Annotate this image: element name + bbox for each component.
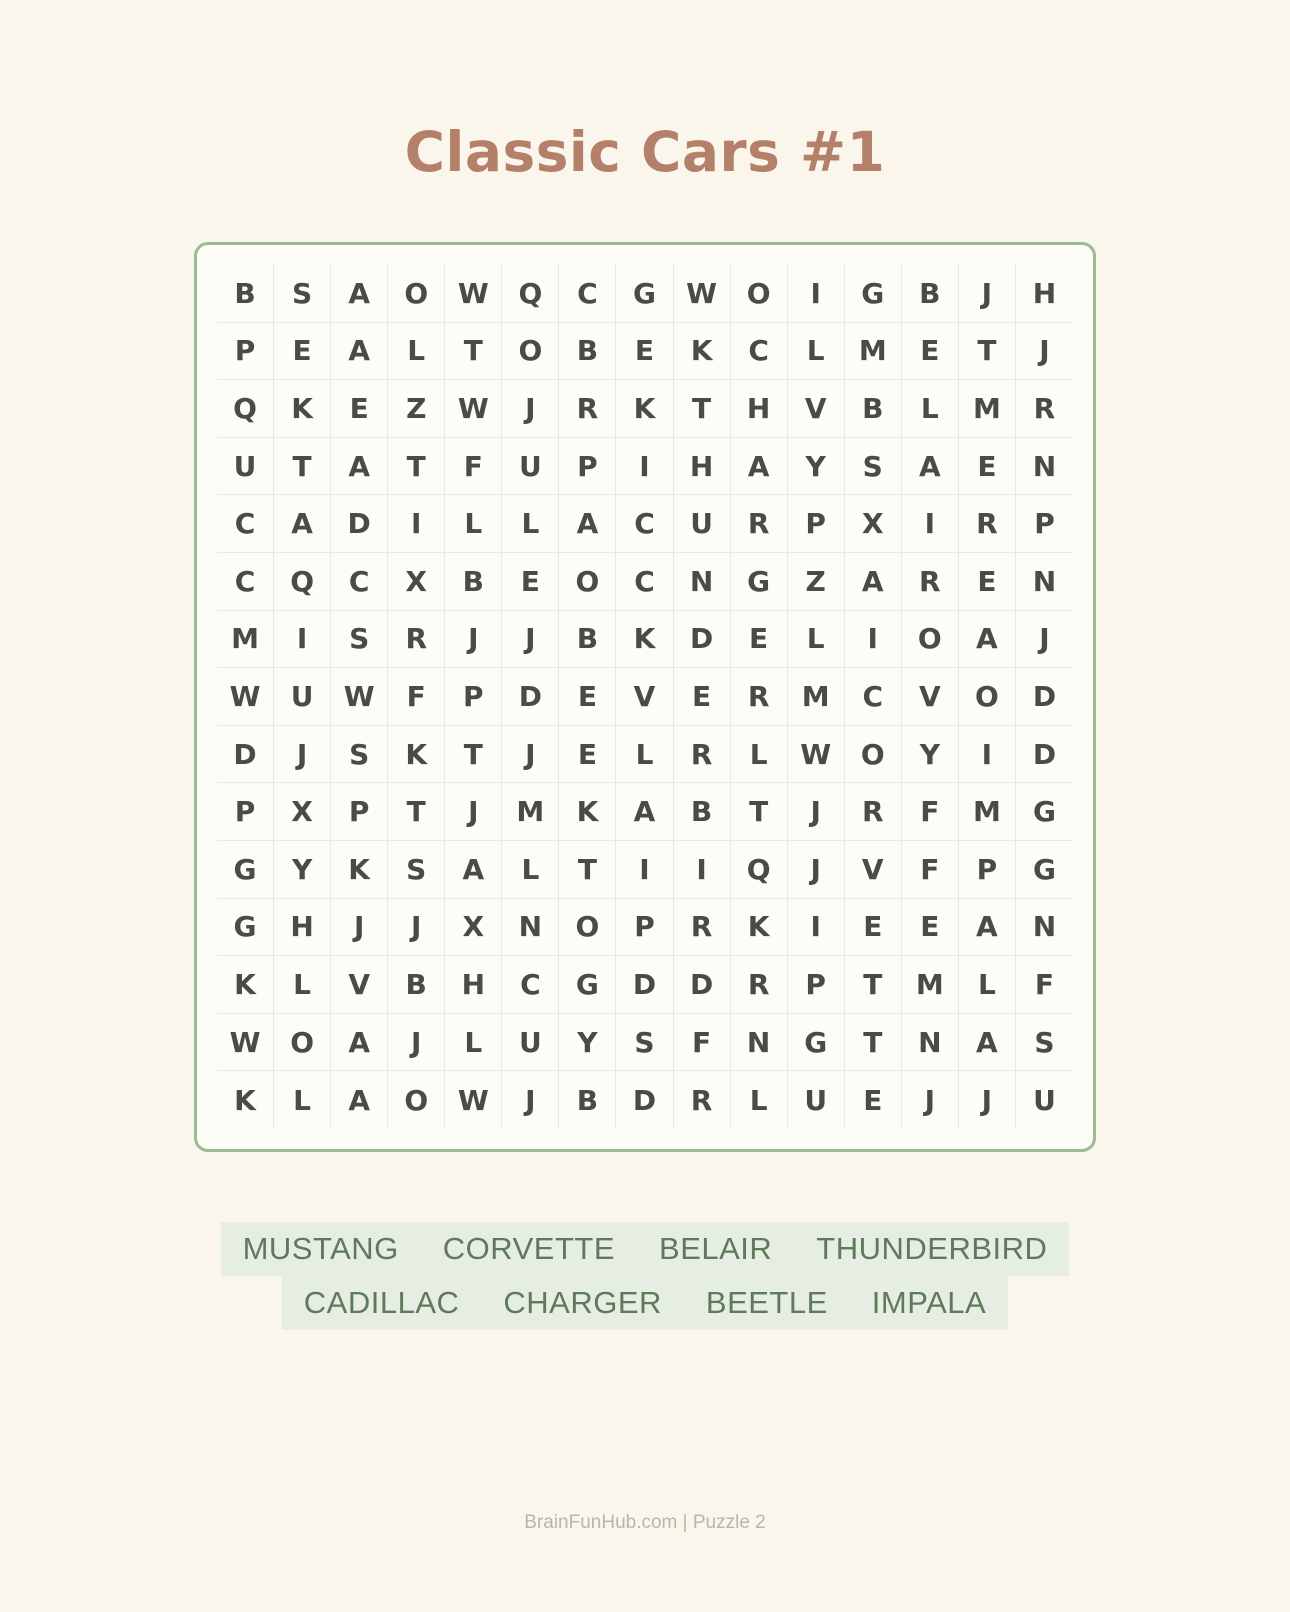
word-list-item: BELAIR — [637, 1222, 794, 1276]
grid-cell[interactable]: R — [845, 783, 902, 841]
grid-cell[interactable]: I — [674, 841, 731, 899]
grid-cell[interactable]: P — [616, 899, 673, 957]
grid-cell[interactable]: L — [502, 495, 559, 553]
grid-cell[interactable]: D — [674, 611, 731, 669]
grid-cell[interactable]: S — [331, 611, 388, 669]
grid-cell[interactable]: N — [731, 1014, 788, 1072]
grid-cell[interactable]: G — [217, 899, 274, 957]
grid-cell[interactable]: G — [1016, 841, 1073, 899]
grid-cell[interactable]: W — [217, 668, 274, 726]
grid-cell[interactable]: E — [559, 726, 616, 784]
grid-cell[interactable]: P — [217, 323, 274, 381]
grid-cell[interactable]: M — [959, 783, 1016, 841]
grid-cell[interactable]: V — [902, 668, 959, 726]
grid-cell[interactable]: U — [1033, 1083, 1056, 1117]
grid-cell[interactable]: V — [845, 841, 902, 899]
grid-cell[interactable]: D — [502, 668, 559, 726]
grid-cell[interactable]: J — [902, 1071, 959, 1129]
grid-cell[interactable]: J — [959, 1071, 1016, 1129]
grid-cell[interactable]: B — [559, 323, 616, 381]
grid-cell[interactable]: C — [731, 323, 788, 381]
grid-cell[interactable]: J — [502, 726, 559, 784]
grid-cell[interactable]: W — [445, 380, 502, 438]
grid-cell[interactable]: E — [674, 668, 731, 726]
grid-cell[interactable]: V — [788, 380, 845, 438]
word-search-grid-frame — [194, 242, 1096, 1152]
grid-cell[interactable]: I — [616, 438, 673, 496]
grid-cell[interactable]: Y — [274, 841, 331, 899]
grid-cell[interactable]: U — [788, 1071, 845, 1129]
grid-cell[interactable]: B — [388, 956, 445, 1014]
grid-cell[interactable]: X — [388, 553, 445, 611]
grid-cell[interactable]: E — [274, 323, 331, 381]
grid-cell[interactable]: A — [959, 611, 1016, 669]
grid-cell[interactable]: H — [731, 380, 788, 438]
grid-cell[interactable]: N — [502, 899, 559, 957]
grid-cell[interactable]: A — [331, 438, 388, 496]
grid-cell[interactable]: J — [388, 899, 445, 957]
grid-cell[interactable]: G — [559, 956, 616, 1014]
grid-cell[interactable]: U — [217, 438, 274, 496]
grid-cell[interactable]: R — [959, 495, 1016, 553]
grid-cell[interactable]: L — [274, 1071, 331, 1129]
grid-cell[interactable]: P — [559, 438, 616, 496]
grid-cell[interactable]: J — [788, 841, 845, 899]
grid-cell[interactable]: J — [1016, 611, 1073, 669]
grid-cell[interactable]: J — [388, 1014, 445, 1072]
grid-cell[interactable]: L — [902, 380, 959, 438]
grid-cell[interactable]: I — [788, 899, 845, 957]
grid-cell[interactable]: J — [959, 265, 1016, 323]
grid-cell[interactable]: D — [1016, 668, 1073, 726]
grid-cell[interactable]: S — [616, 1014, 673, 1072]
grid-cell[interactable]: T — [845, 956, 902, 1014]
grid-cell[interactable]: M — [502, 783, 559, 841]
grid-cell[interactable]: H — [445, 956, 502, 1014]
grid-cell[interactable]: E — [331, 380, 388, 438]
grid-cell[interactable]: Q — [731, 841, 788, 899]
grid-cell[interactable]: C — [217, 495, 274, 553]
grid-cell[interactable]: V — [331, 956, 388, 1014]
grid-cell[interactable]: P — [788, 956, 845, 1014]
word-search-grid[interactable] — [217, 265, 1073, 1129]
grid-cell[interactable]: R — [674, 1071, 731, 1129]
grid-cell[interactable]: F — [902, 783, 959, 841]
grid-cell[interactable]: B — [445, 553, 502, 611]
grid-cell[interactable]: T — [445, 323, 502, 381]
grid-cell[interactable]: B — [674, 783, 731, 841]
grid-cell[interactable]: E — [959, 553, 1016, 611]
grid-cell[interactable]: L — [502, 841, 559, 899]
page-title: Classic Cars #1 — [404, 120, 886, 184]
grid-cell[interactable]: R — [1016, 380, 1073, 438]
grid-cell[interactable]: X — [274, 783, 331, 841]
grid-cell[interactable]: U — [502, 438, 559, 496]
grid-cell[interactable]: O — [902, 611, 959, 669]
grid-cell[interactable]: O — [731, 265, 788, 323]
grid-cell[interactable]: N — [1016, 553, 1073, 611]
grid-cell[interactable]: B — [902, 265, 959, 323]
grid-cell[interactable]: F — [445, 438, 502, 496]
grid-cell[interactable]: F — [1016, 956, 1073, 1014]
grid-cell[interactable]: F — [674, 1014, 731, 1072]
grid-cell[interactable]: L — [616, 726, 673, 784]
word-list-item: MUSTANG — [221, 1222, 421, 1276]
grid-cell[interactable]: O — [845, 726, 902, 784]
grid-cell[interactable]: E — [731, 611, 788, 669]
grid-cell[interactable]: C — [217, 553, 274, 611]
grid-cell[interactable]: J — [445, 783, 502, 841]
grid-cell[interactable]: Q — [217, 380, 274, 438]
word-list-item: BEETLE — [684, 1276, 850, 1330]
grid-cell[interactable]: K — [274, 380, 331, 438]
grid-cell[interactable]: E — [845, 899, 902, 957]
grid-cell[interactable]: L — [788, 323, 845, 381]
grid-cell[interactable]: E — [959, 438, 1016, 496]
grid-cell[interactable]: E — [902, 323, 959, 381]
grid-cell[interactable]: D — [674, 956, 731, 1014]
grid-cell[interactable]: F — [388, 668, 445, 726]
grid-cell[interactable]: G — [616, 265, 673, 323]
grid-cell[interactable]: G — [731, 553, 788, 611]
grid-cell[interactable]: M — [788, 668, 845, 726]
grid-cell[interactable]: L — [731, 726, 788, 784]
grid-cell[interactable]: O — [559, 553, 616, 611]
grid-cell[interactable]: B — [559, 1071, 616, 1129]
grid-cell[interactable]: P — [788, 495, 845, 553]
grid-cell[interactable]: S — [1016, 1014, 1073, 1072]
grid-cell[interactable]: C — [502, 956, 559, 1014]
grid-cell[interactable]: W — [445, 265, 502, 323]
grid-cell[interactable]: R — [731, 956, 788, 1014]
grid-cell[interactable]: I — [902, 495, 959, 553]
grid-cell[interactable]: J — [331, 899, 388, 957]
grid-cell[interactable]: B — [845, 380, 902, 438]
grid-cell[interactable]: S — [331, 726, 388, 784]
grid-cell[interactable]: I — [845, 611, 902, 669]
grid-cell[interactable]: J — [502, 380, 559, 438]
grid-cell[interactable]: P — [959, 841, 1016, 899]
grid-cell[interactable]: A — [274, 495, 331, 553]
grid-cell[interactable]: P — [1016, 495, 1073, 553]
grid-cell[interactable]: O — [388, 265, 445, 323]
grid-cell[interactable]: A — [731, 438, 788, 496]
grid-cell[interactable]: A — [445, 841, 502, 899]
grid-cell[interactable]: W — [674, 265, 731, 323]
grid-cell[interactable]: E — [502, 553, 559, 611]
grid-cell[interactable]: R — [559, 380, 616, 438]
grid-cell[interactable]: C — [331, 553, 388, 611]
grid-cell[interactable]: I — [274, 611, 331, 669]
grid-cell[interactable]: K — [217, 1071, 274, 1129]
grid-cell[interactable]: A — [959, 899, 1016, 957]
grid-cell[interactable]: A — [902, 438, 959, 496]
grid-cell[interactable]: L — [959, 956, 1016, 1014]
grid-cell[interactable]: C — [616, 553, 673, 611]
grid-cell[interactable]: T — [845, 1014, 902, 1072]
grid-cell[interactable]: T — [959, 323, 1016, 381]
grid-cell[interactable]: B — [559, 611, 616, 669]
grid-cell[interactable]: T — [445, 726, 502, 784]
grid-cell[interactable]: M — [845, 323, 902, 381]
grid-cell[interactable]: I — [788, 265, 845, 323]
grid-cell[interactable]: A — [331, 265, 388, 323]
grid-cell[interactable]: J — [445, 611, 502, 669]
grid-cell[interactable]: L — [274, 956, 331, 1014]
grid-cell[interactable]: K — [616, 611, 673, 669]
grid-cell[interactable]: K — [217, 956, 274, 1014]
grid-cell[interactable]: M — [217, 611, 274, 669]
grid-cell[interactable]: P — [217, 783, 274, 841]
grid-cell[interactable]: N — [1016, 438, 1073, 496]
grid-cell[interactable]: T — [388, 783, 445, 841]
grid-cell[interactable]: N — [1016, 899, 1073, 957]
grid-cell[interactable]: A — [559, 495, 616, 553]
grid-cell[interactable]: J — [502, 1071, 559, 1129]
grid-cell[interactable]: M — [902, 956, 959, 1014]
grid-cell[interactable]: N — [902, 1014, 959, 1072]
grid-cell[interactable]: H — [274, 899, 331, 957]
grid-cell[interactable]: P — [331, 783, 388, 841]
grid-cell[interactable]: R — [902, 553, 959, 611]
grid-cell[interactable]: Y — [559, 1014, 616, 1072]
grid-cell[interactable]: D — [616, 1071, 673, 1129]
grid-cell[interactable]: S — [274, 265, 331, 323]
grid-cell[interactable]: J — [274, 726, 331, 784]
grid-cell[interactable]: U — [274, 668, 331, 726]
grid-cell[interactable]: A — [331, 1071, 388, 1129]
word-list-item: CADILLAC — [282, 1276, 482, 1330]
grid-cell[interactable]: C — [559, 265, 616, 323]
grid-cell[interactable]: I — [388, 495, 445, 553]
grid-cell[interactable]: D — [217, 726, 274, 784]
word-list-item: CORVETTE — [421, 1222, 637, 1276]
grid-cell[interactable]: P — [445, 668, 502, 726]
grid-cell[interactable]: B — [217, 265, 274, 323]
grid-cell[interactable]: Q — [274, 553, 331, 611]
grid-cell[interactable]: T — [731, 783, 788, 841]
grid-cell[interactable]: G — [788, 1014, 845, 1072]
grid-cell[interactable]: Q — [502, 265, 559, 323]
grid-cell[interactable]: O — [274, 1014, 331, 1072]
grid-cell[interactable]: K — [674, 323, 731, 381]
grid-cell[interactable]: Z — [788, 553, 845, 611]
grid-cell[interactable]: G — [217, 841, 274, 899]
grid-cell[interactable]: I — [959, 726, 1016, 784]
grid-cell[interactable]: Z — [388, 380, 445, 438]
word-list-item: CHARGER — [481, 1276, 684, 1330]
grid-cell[interactable]: N — [674, 553, 731, 611]
grid-cell[interactable]: Y — [902, 726, 959, 784]
grid-cell[interactable]: W — [788, 726, 845, 784]
grid-cell[interactable]: S — [845, 438, 902, 496]
grid-cell[interactable]: K — [388, 726, 445, 784]
grid-cell[interactable]: L — [445, 495, 502, 553]
grid-cell[interactable]: D — [1016, 726, 1073, 784]
grid-cell[interactable]: W — [217, 1014, 274, 1072]
grid-cell[interactable]: T — [388, 438, 445, 496]
grid-cell[interactable]: J — [1016, 323, 1073, 381]
grid-cell[interactable]: J — [788, 783, 845, 841]
grid-cell[interactable]: A — [959, 1014, 1016, 1072]
grid-cell[interactable]: R — [731, 668, 788, 726]
grid-cell[interactable]: K — [616, 380, 673, 438]
word-list-item: IMPALA — [850, 1276, 1008, 1330]
grid-cell[interactable]: W — [445, 1071, 502, 1129]
word-list-item: THUNDERBIRD — [794, 1222, 1069, 1276]
grid-cell[interactable]: C — [845, 668, 902, 726]
grid-cell[interactable]: W — [331, 668, 388, 726]
grid-cell[interactable]: L — [731, 1071, 788, 1129]
grid-cell[interactable]: O — [388, 1071, 445, 1129]
grid-cell[interactable]: T — [274, 438, 331, 496]
grid-cell[interactable]: H — [1016, 265, 1073, 323]
footer-text: BrainFunHub.com | Puzzle 2 — [524, 1512, 766, 1533]
grid-cell[interactable]: A — [331, 1014, 388, 1072]
grid-cell[interactable]: O — [559, 899, 616, 957]
grid-cell[interactable]: L — [788, 611, 845, 669]
grid-cell[interactable]: O — [959, 668, 1016, 726]
grid-cell[interactable]: U — [502, 1014, 559, 1072]
grid-cell[interactable]: A — [616, 783, 673, 841]
grid-cell[interactable]: U — [674, 495, 731, 553]
grid-cell[interactable]: O — [502, 323, 559, 381]
grid-cell[interactable]: H — [674, 438, 731, 496]
grid-cell[interactable]: E — [559, 668, 616, 726]
grid-cell[interactable]: A — [845, 553, 902, 611]
grid-cell[interactable]: E — [845, 1071, 902, 1129]
grid-cell[interactable]: L — [445, 1014, 502, 1072]
grid-cell[interactable]: T — [674, 380, 731, 438]
grid-cell[interactable]: X — [845, 495, 902, 553]
grid-cell[interactable]: D — [331, 495, 388, 553]
grid-cell[interactable]: C — [616, 495, 673, 553]
grid-cell[interactable]: R — [388, 611, 445, 669]
grid-cell[interactable]: I — [616, 841, 673, 899]
grid-cell[interactable]: R — [731, 495, 788, 553]
grid-cell[interactable]: L — [388, 323, 445, 381]
grid-cell[interactable]: G — [845, 265, 902, 323]
grid-cell[interactable]: A — [331, 323, 388, 381]
grid-cell[interactable]: E — [616, 323, 673, 381]
grid-cell[interactable]: K — [331, 841, 388, 899]
word-list — [195, 1222, 1095, 1330]
grid-cell[interactable]: Y — [788, 438, 845, 496]
grid-cell[interactable]: R — [674, 899, 731, 957]
grid-cell[interactable]: K — [731, 899, 788, 957]
grid-cell[interactable]: X — [445, 899, 502, 957]
grid-cell[interactable]: D — [616, 956, 673, 1014]
grid-cell[interactable]: K — [559, 783, 616, 841]
grid-cell[interactable]: T — [559, 841, 616, 899]
grid-cell[interactable]: G — [1016, 783, 1073, 841]
grid-cell[interactable]: S — [388, 841, 445, 899]
grid-cell[interactable]: F — [902, 841, 959, 899]
grid-cell[interactable]: V — [616, 668, 673, 726]
grid-cell[interactable]: R — [674, 726, 731, 784]
grid-cell[interactable]: E — [902, 899, 959, 957]
grid-cell[interactable]: J — [502, 611, 559, 669]
grid-cell[interactable]: M — [959, 380, 1016, 438]
